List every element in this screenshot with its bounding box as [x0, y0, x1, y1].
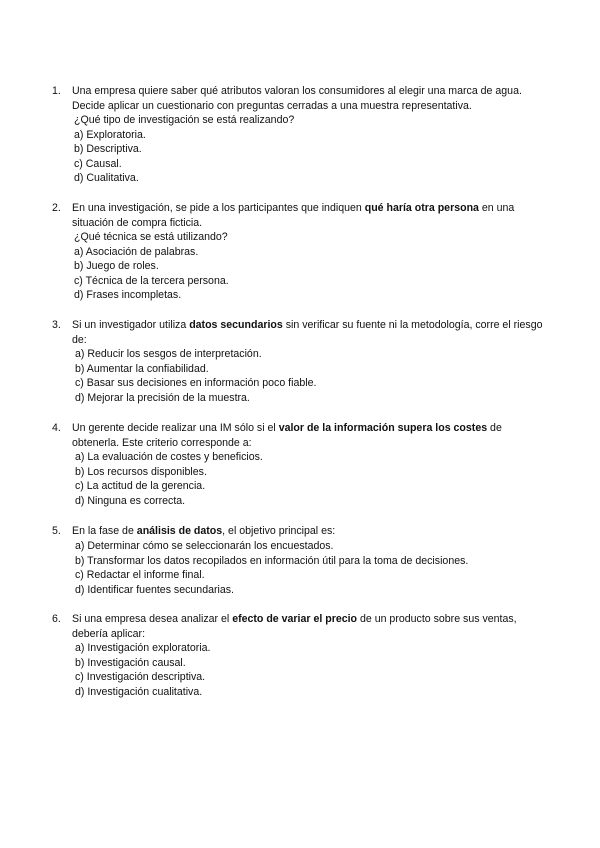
- question-text-part: Un gerente decide realizar una IM sólo si el: [72, 422, 279, 434]
- option-a: a) Determinar cómo se seleccionarán los encuestados.: [75, 540, 334, 552]
- option-b: b) Juego de roles.: [74, 260, 159, 273]
- option-d: d) Cualitativa.: [74, 172, 139, 185]
- options-list: [75, 347, 316, 405]
- question-text-bold: datos secundarios: [189, 319, 283, 331]
- question-text-part: sin verificar su fuente ni la metodología, corre el riesgo de:: [72, 319, 543, 346]
- question-prompt: ¿Qué tipo de investigación se está realizando?: [74, 114, 295, 126]
- question-text-part: de obtenerla. Este criterio corresponde a:: [72, 422, 502, 449]
- question-prompt: ¿Qué técnica se está utilizando?: [74, 231, 228, 243]
- question-text-part: de un producto sobre sus ventas, debería aplicar:: [72, 613, 517, 640]
- question-number: 1.: [52, 85, 61, 97]
- option-c: c) Redactar el informe final.: [75, 569, 205, 582]
- option-d: d) Frases incompletas.: [74, 289, 182, 302]
- options-list: [74, 113, 294, 186]
- option-a: a) Investigación exploratoria.: [75, 642, 211, 654]
- question-text-part: En una investigación, se pide a los participantes que indiquen: [72, 202, 365, 214]
- option-a: a) La evaluación de costes y beneficios.: [75, 451, 263, 463]
- question-text-part: Una empresa quiere saber qué atributos valoran los consumidores al elegir una marca de agua. Decide aplicar un cuestionario con preguntas cerradas a una muestra representativa.: [72, 85, 522, 112]
- option-d: d) Mejorar la precisión de la muestra.: [75, 391, 250, 404]
- question-text: [72, 421, 547, 450]
- question-text-part: en una situación de compra ficticia.: [72, 202, 515, 229]
- option-c: c) Causal.: [74, 157, 122, 170]
- question-text-part: , el objetivo principal es:: [222, 525, 336, 537]
- option-d: d) Ninguna es correcta.: [75, 494, 186, 507]
- option-d: d) Identificar fuentes secundarias.: [75, 583, 234, 596]
- question-number: 3.: [52, 319, 61, 331]
- question-number: 2.: [52, 202, 61, 214]
- question-text-bold: análisis de datos: [136, 525, 223, 537]
- option-b: b) Descriptiva.: [74, 143, 142, 156]
- options-list: [75, 539, 468, 597]
- question-text: [72, 84, 547, 113]
- options-list: [75, 641, 210, 699]
- question-text-part: Si un investigador utiliza: [72, 319, 190, 331]
- question-number: 6.: [52, 613, 61, 625]
- question-text-bold: efecto de variar el precio: [232, 613, 358, 625]
- option-c: c) Basar sus decisiones en información poco fiable.: [75, 377, 317, 390]
- options-list: [74, 230, 229, 303]
- option-c: c) La actitud de la gerencia.: [75, 480, 206, 493]
- option-b: b) Los recursos disponibles.: [75, 465, 207, 478]
- question-text-bold: qué haría otra persona: [364, 202, 479, 214]
- option-c: c) Técnica de la tercera persona.: [74, 274, 229, 287]
- option-b: b) Aumentar la confiabilidad.: [75, 362, 209, 375]
- option-b: b) Transformar los datos recopilados en información útil para la toma de decisiones.: [75, 554, 469, 567]
- option-a: a) Exploratoria.: [74, 128, 146, 141]
- question-text-part: En la fase de: [72, 525, 137, 537]
- question-text-bold: valor de la información supera los costes: [278, 422, 488, 434]
- option-a: a) Reducir los sesgos de interpretación.: [75, 348, 262, 360]
- question-text: [72, 318, 547, 347]
- question-text: [72, 201, 547, 230]
- question-number: 5.: [52, 525, 61, 537]
- option-a: a) Asociación de palabras.: [74, 245, 199, 258]
- option-c: c) Investigación descriptiva.: [75, 671, 206, 684]
- question-text: [72, 524, 547, 539]
- question-number: 4.: [52, 422, 61, 434]
- option-d: d) Investigación cualitativa.: [75, 685, 203, 698]
- question-text: [72, 612, 547, 641]
- option-b: b) Investigación causal.: [75, 656, 186, 669]
- question-text-part: Si una empresa desea analizar el: [72, 613, 233, 625]
- options-list: [75, 450, 263, 508]
